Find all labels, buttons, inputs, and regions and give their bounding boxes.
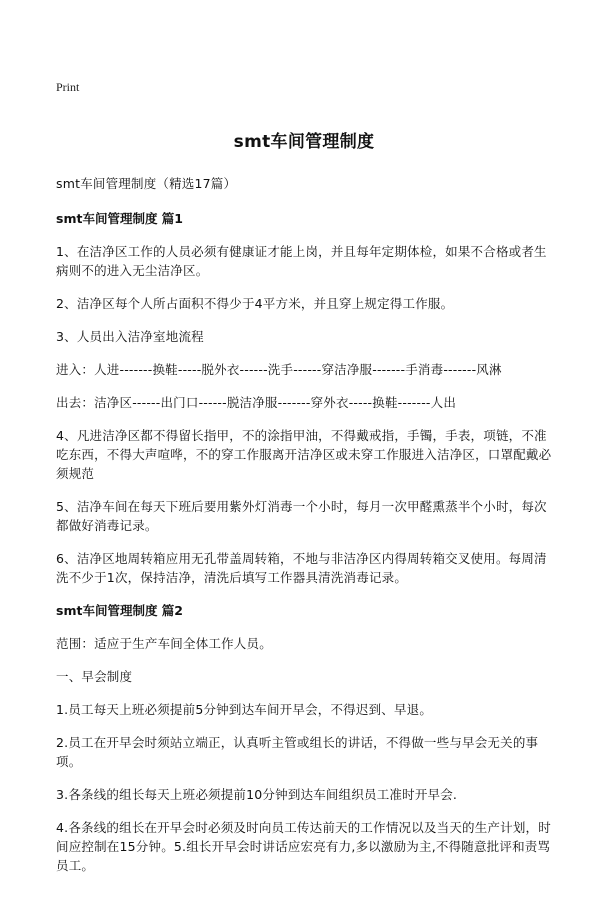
paragraph: 4.各条线的组长在开早会时必须及时向员工传达前天的工作情况以及当天的生产计划，时间应控制在15分钟。5.组长开早会时讲话应宏亮有力,多以激励为主,不得随意批评和责骂员工。 xyxy=(56,820,551,873)
paragraph: 1、在洁净区工作的人员必须有健康证才能上岗，并且每年定期体检，如果不合格或者生病则不的进入无尘洁净区。 xyxy=(56,244,547,278)
paragraph: 4、凡进洁净区都不得留长指甲，不的涂指甲油，不得戴戒指，手镯，手表，项链，不准吃东西，不得大声喧哗，不的穿工作服离开洁净区或未穿工作服进入洁净区，口罩配戴必须规范 xyxy=(56,428,552,481)
paragraph: 3、人员出入洁净室地流程 xyxy=(56,329,204,344)
document-subtitle: smt车间管理制度（精选17篇） xyxy=(56,176,237,191)
paragraph: 2、洁净区每个人所占面积不得少于4平方米，并且穿上规定得工作服。 xyxy=(56,296,454,311)
page-title: smt车间管理制度 xyxy=(233,132,375,152)
paragraph: 6、洁净区地周转箱应用无孔带盖周转箱，不地与非洁净区内得周转箱交叉使用。每周清洗不少于1次，保持洁净，清洗后填写工作器具清洗消毒记录。 xyxy=(56,551,547,585)
paragraph: 一、早会制度 xyxy=(56,669,133,684)
paragraph: 1.员工每天上班必须提前5分钟到达车间开早会，不得迟到、早退。 xyxy=(56,702,433,717)
paragraph: 出去：洁净区------出门口------脱洁净服-------穿外衣-----换鞋-------人出 xyxy=(56,395,457,410)
paragraph: 范围：适应于生产车间全体工作人员。 xyxy=(56,636,272,651)
section-heading-1: smt车间管理制度 篇1 xyxy=(56,211,183,226)
print-link[interactable]: Print xyxy=(56,80,80,94)
section-heading-2: smt车间管理制度 篇2 xyxy=(56,603,183,618)
paragraph: 进入：人进-------换鞋-----脱外衣------洗手------穿洁净服-------手消毒-------风淋 xyxy=(56,362,502,377)
paragraph: 2.员工在开早会时须站立端正，认真听主管或组长的讲话，不得做一些与早会无关的事项。 xyxy=(56,735,539,769)
paragraph: 5、洁净车间在每天下班后要用紫外灯消毒一个小时，每月一次甲醛熏蒸半个小时，每次都做好消毒记录。 xyxy=(56,499,547,533)
paragraph: 3.各条线的组长每天上班必须提前10分钟到达车间组织员工准时开早会. xyxy=(56,787,458,802)
